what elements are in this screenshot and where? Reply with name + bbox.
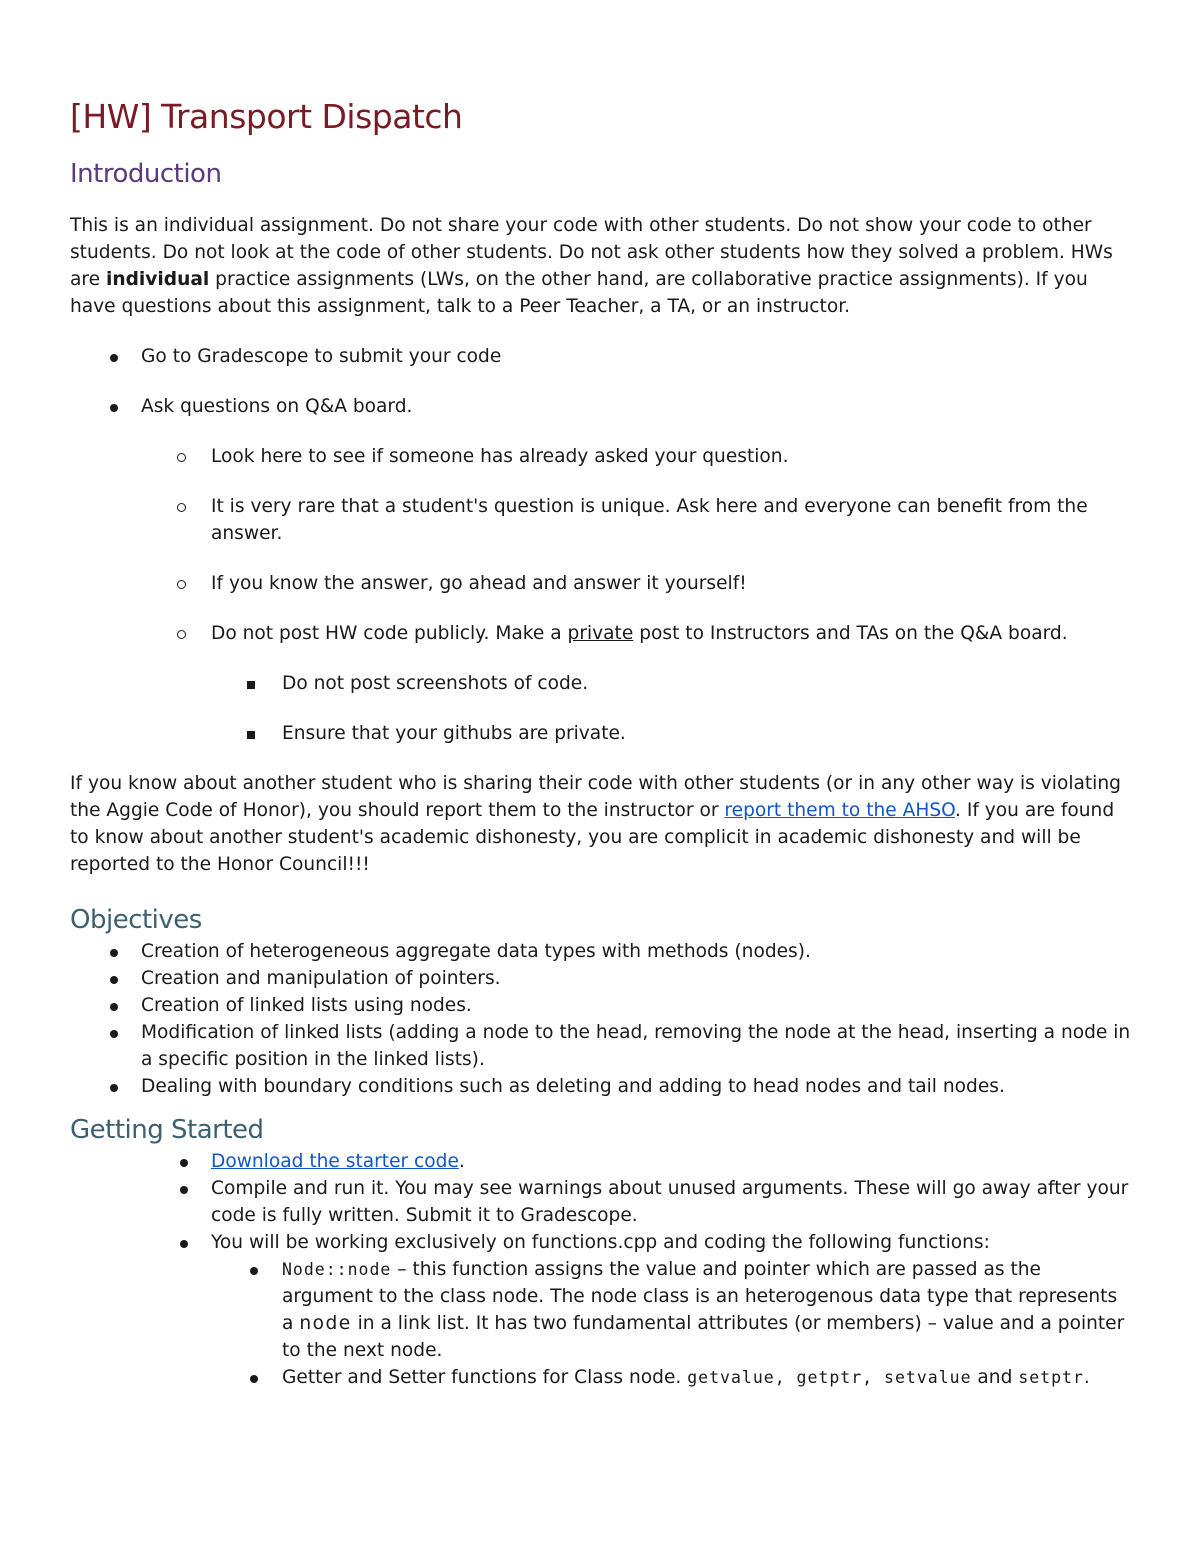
introduction-paragraph bbox=[70, 212, 1132, 320]
private-underlined: private bbox=[567, 623, 634, 644]
objectives-heading: Objectives bbox=[70, 905, 202, 935]
download-starter-code-link[interactable]: Download the starter code bbox=[211, 1151, 459, 1172]
introduction-list bbox=[70, 343, 1132, 747]
node-word: node bbox=[299, 1313, 352, 1334]
list-item-text: Go to Gradescope to submit your code bbox=[141, 346, 502, 367]
honor-text-b: . If you are found to know about another student's academic dishonesty, you are complicit in academic dishonesty and will be reported to the Honor Council!!! bbox=[70, 800, 1115, 875]
code-setptr: setptr bbox=[1018, 1368, 1084, 1387]
intro-text-b: practice assignments (LWs, on the other hand, are collaborative practice assignments). If you have questions about this assignment, talk to a Peer Teacher, a TA, or an instructor. bbox=[70, 269, 1088, 317]
list-item-text: It is very rare that a student's question is unique. Ask here and everyone can benefit from the answer. bbox=[211, 496, 1088, 544]
list-item bbox=[70, 938, 1132, 965]
list-item bbox=[70, 620, 1132, 647]
list-item-text: . bbox=[458, 1151, 465, 1172]
list-item-text: Creation of linked lists using nodes. bbox=[141, 995, 472, 1016]
list-item bbox=[70, 570, 1132, 597]
list-item bbox=[70, 1364, 1132, 1391]
list-item bbox=[70, 1256, 1132, 1364]
list-item bbox=[70, 1229, 1132, 1256]
list-item-text: Ensure that your githubs are private. bbox=[282, 723, 626, 744]
list-item bbox=[70, 965, 1132, 992]
list-item bbox=[70, 720, 1132, 747]
code-getters: getvalue, getptr, setvalue bbox=[687, 1368, 972, 1387]
code-node-node: Node::node bbox=[282, 1260, 392, 1279]
honor-paragraph bbox=[70, 770, 1132, 878]
list-item bbox=[70, 393, 1132, 420]
list-item bbox=[70, 443, 1132, 470]
list-item-text: Do not post screenshots of code. bbox=[282, 673, 589, 694]
list-item-text: Look here to see if someone has already asked your question. bbox=[211, 446, 789, 467]
list-item-text: and bbox=[971, 1367, 1019, 1388]
list-item-text: You will be working exclusively on functions.cpp and coding the following functions: bbox=[211, 1232, 990, 1253]
list-item bbox=[70, 670, 1132, 697]
document-page bbox=[70, 92, 1132, 1391]
list-item bbox=[70, 1148, 1132, 1175]
document-title: [HW] Transport Dispatch bbox=[70, 97, 463, 136]
list-item-text: Compile and run it. You may see warnings about unused arguments. These will go away after your code is fully written. Submit it to Gradescope. bbox=[211, 1178, 1129, 1226]
list-item-text: Getter and Setter functions for Class node. bbox=[282, 1367, 688, 1388]
list-item-text: Ask questions on Q&A board. bbox=[141, 396, 413, 417]
list-item bbox=[70, 493, 1132, 547]
intro-text-a: This is an individual assignment. Do not share your code with other students. Do not show your code to other students. Do not look at the code of other students. Do not ask other students how they solved a problem. HWs are bbox=[70, 215, 1113, 290]
list-item-text: Creation and manipulation of pointers. bbox=[141, 968, 501, 989]
list-item-text: Do not post HW code publicly. Make a bbox=[211, 623, 568, 644]
getting-started-list bbox=[70, 1148, 1132, 1391]
list-item-text: Modification of linked lists (adding a node to the head, removing the node at the head, inserting a node in a specific position in the linked lists). bbox=[141, 1022, 1131, 1070]
list-item-text: in a link list. It has two fundamental attributes (or members) – value and a pointer to the next node. bbox=[282, 1313, 1125, 1361]
list-item bbox=[70, 1175, 1132, 1229]
report-ahso-link[interactable]: report them to the AHSO bbox=[724, 800, 956, 821]
list-item-text: Creation of heterogeneous aggregate data types with methods (nodes). bbox=[141, 941, 811, 962]
getting-started-heading: Getting Started bbox=[70, 1115, 264, 1145]
list-item-text: post to Instructors and TAs on the Q&A board. bbox=[633, 623, 1068, 644]
list-item bbox=[70, 1073, 1132, 1100]
introduction-heading: Introduction bbox=[70, 159, 222, 189]
list-item-text: – this function assigns the value and pointer which are passed as the argument to the class node. The node class is an heterogenous data type that represents a bbox=[282, 1259, 1118, 1334]
list-item-text: . bbox=[1083, 1367, 1090, 1388]
honor-text-a: If you know about another student who is sharing their code with other students (or in any other way is violating the Aggie Code of Honor), you should report them to the instructor or bbox=[70, 773, 1121, 821]
list-item-text: If you know the answer, go ahead and answer it yourself! bbox=[211, 573, 747, 594]
list-item bbox=[70, 1019, 1132, 1073]
intro-bold-individual: individual bbox=[105, 269, 210, 290]
list-item bbox=[70, 992, 1132, 1019]
list-item-text: Dealing with boundary conditions such as deleting and adding to head nodes and tail nodes. bbox=[141, 1076, 1005, 1097]
objectives-list bbox=[70, 938, 1132, 1100]
list-item bbox=[70, 343, 1132, 370]
